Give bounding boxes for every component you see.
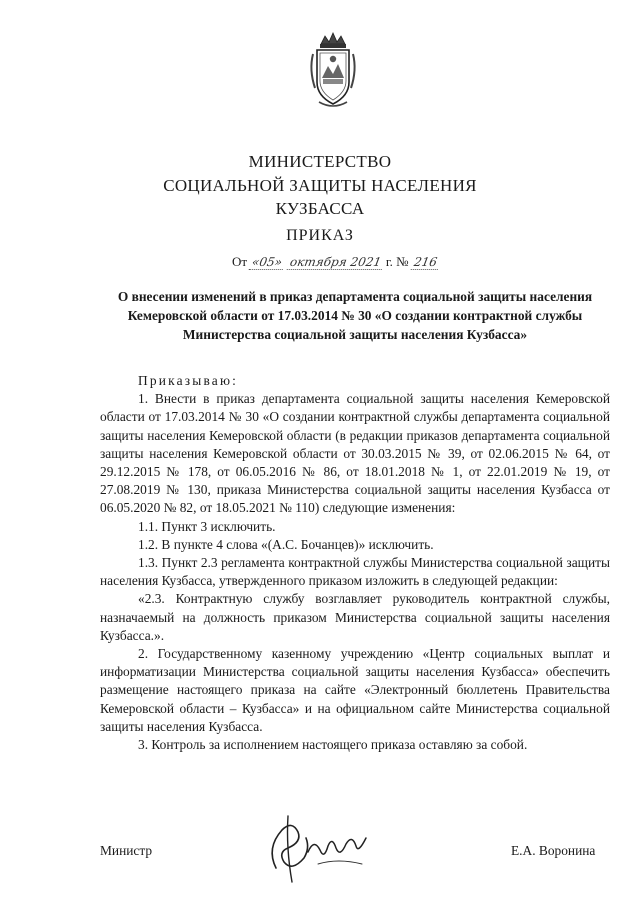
paragraph-3: 3. Контроль за исполнением настоящего приказа оставляю за собой. (138, 737, 528, 753)
paragraph-1-3: 1.3. Пункт 2.3 регламента контрактной службы Министерства социальной защиты населения Кузбасса, утвержденного приказом изложить в следующей редакции: (100, 555, 610, 589)
ministry-name-line3: КУЗБАССА (275, 199, 365, 218)
coat-of-arms-emblem (303, 30, 363, 110)
date-suffix: г. № (385, 254, 409, 269)
ministry-name-line1: МИНИСТЕРСТВО (248, 152, 392, 171)
date-day: «05» (249, 255, 286, 270)
paragraph-1-3-quote: «2.3. Контрактную службу возглавляет руководитель контрактной службы, назначаемый на должность приказом Министерства социальной защиты населения Кузбасса.». (100, 591, 610, 643)
order-title: ПРИКАЗ (286, 227, 354, 244)
order-date-line (232, 254, 439, 270)
order-subject: О внесении изменений в приказ департамента социальной защиты населения Кемеровской области от 17.03.2014 № 30 «О создании контрактной службы Министерства социальной защиты населения Кузбасса» (117, 289, 593, 342)
intro-paragraph: Приказываю: (138, 373, 239, 388)
paragraph-1-1: 1.1. Пункт 3 исключить. (138, 518, 276, 534)
paragraph-1-2: 1.2. В пункте 4 слова «(А.С. Бочанцев)» исключить. (138, 536, 434, 552)
date-prefix: От (232, 254, 248, 269)
date-month-year: октября 2021 (286, 255, 384, 270)
ministry-name-line2: СОЦИАЛЬНОЙ ЗАЩИТЫ НАСЕЛЕНИЯ (163, 176, 477, 195)
paragraph-1: 1. Внести в приказ департамента социальной защиты населения Кемеровской области от 17.03.2014 № 30 «О создании контрактной службы департамента социальной защиты населения Кемеровской области (в редакции приказов департамента социальной защиты населения Кемеровской области от 30.03.2015 № 39, от 02.06.2015 № 64, от 29.12.2015 № 178, от 06.05.2016 № 86, от 18.01.2018 № 1, от 22.01.2019 № 19, от 27.08.2019 № 130, приказа Министерства социальной защиты населения Кузбасса от 06.05.2020 № 82, от 18.05.2021 № 110) следующие изменения: (100, 391, 610, 516)
paragraph-2: 2. Государственному казенному учреждению «Центр социальных выплат и информатизации Министерства социальной защиты населения Кузбасса» обеспечить размещение настоящего приказа на сайте «Электронный бюллетень Правительства Кемеровской области – Кузбасса» и на официальном сайте Министерства социальной защиты населения Кузбасса. (100, 646, 610, 734)
handwritten-signature (258, 808, 378, 888)
order-number: 216 (411, 255, 441, 270)
order-body (100, 372, 610, 754)
signer-position: Министр (100, 843, 153, 858)
signer-name: Е.А. Воронина (511, 843, 596, 858)
